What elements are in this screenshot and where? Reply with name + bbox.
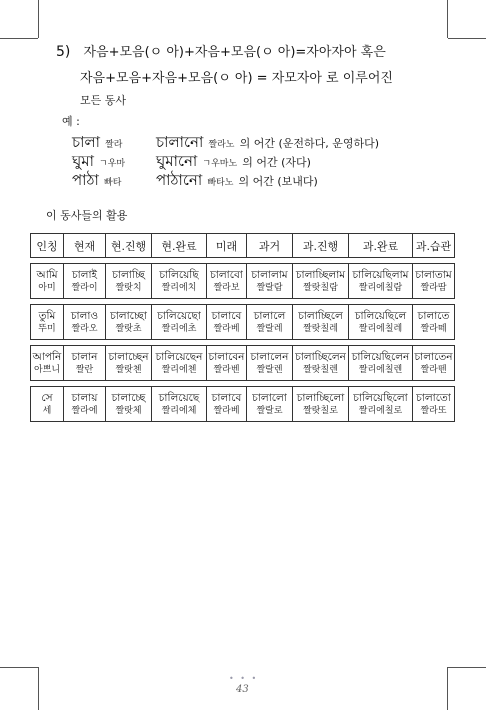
cell-bengali: চালিয়েছি: [159, 268, 199, 281]
table-header-row: [31, 234, 455, 258]
cell-pron: 짤라에: [71, 405, 98, 416]
table-cell: [413, 264, 455, 299]
cell-pron: 짤라떼: [420, 323, 447, 334]
cell-bengali: আমি: [36, 268, 58, 281]
cell-bengali: চালিয়েছিলো: [353, 391, 408, 404]
cell-bengali: চালিয়েছিলাম: [352, 268, 409, 281]
cell-pron: 짤라뗀: [420, 364, 447, 375]
table-cell: [247, 264, 293, 299]
table-header-cell: 현.완료: [152, 234, 207, 258]
cell-bengali: চালান: [71, 350, 98, 363]
table-cell: [293, 305, 349, 340]
rule-formula-1: 자음+모음(ㅇ 아)+자음+모음(ㅇ 아)=자아자아 혹은: [83, 45, 386, 60]
table-header-cell: 과.완료: [349, 234, 413, 258]
cell-bengali: চালিয়েছেন: [155, 350, 203, 363]
cell-bengali: সে: [41, 391, 53, 404]
crop-mark-top-right-horizontal: [448, 38, 486, 39]
cell-pron: 뚜미: [38, 323, 56, 334]
table-cell: [413, 387, 455, 422]
table-row: [31, 387, 455, 422]
cell-pron: 짤라베: [213, 405, 240, 416]
table-cell: [152, 305, 207, 340]
page-number: 43: [236, 684, 249, 695]
cell-bengali: চালায়: [71, 391, 98, 404]
table-header-cell: 과.습관: [413, 234, 455, 258]
cell-pron: 짤랏칠렌: [303, 364, 338, 375]
cell-pron: 짤랏칠레: [303, 323, 338, 334]
cell-pron: 아미: [38, 282, 56, 293]
cell-bengali: চালাচ্ছো: [110, 309, 147, 322]
table-cell: [207, 264, 247, 299]
cell-pron: 짤랄람: [256, 282, 283, 293]
example-stem-pron: 짤라노: [208, 140, 235, 150]
cell-bengali: তুমি: [38, 309, 56, 322]
table-cell: [207, 305, 247, 340]
cell-pron: 짤란: [75, 364, 94, 375]
cell-pron: 짤라이: [71, 282, 98, 293]
example-stem-row: [156, 169, 318, 194]
cell-pron: 짤리에치: [161, 282, 197, 293]
cell-bengali: চালালাম: [251, 268, 288, 281]
example-verb-pron: ㄱ우마: [99, 159, 126, 169]
cell-pron: 짤리에초: [161, 323, 197, 334]
crop-mark-top-left-horizontal: [0, 38, 38, 39]
example-meaning: 의 어간 (자다): [242, 156, 311, 169]
example-stem-pron: ㄱ우마노: [202, 159, 238, 169]
cell-pron: 짤랄렌: [256, 364, 283, 375]
cell-bengali: চালিয়েছে: [158, 391, 200, 404]
cell-pron: 짤라베: [213, 323, 240, 334]
footer-dots: • • •: [229, 674, 259, 683]
example-row: [72, 169, 121, 194]
table-row: [31, 305, 455, 340]
cell-pron: 짤랏체: [115, 405, 142, 416]
cell-bengali: চালাচ্ছেন: [108, 350, 149, 363]
table-header-cell: 미래: [207, 234, 247, 258]
cell-bengali: চালাও: [70, 309, 99, 322]
table-cell: [106, 264, 152, 299]
cell-bengali: চালাচ্ছি: [112, 268, 145, 281]
cell-bengali: চালাই: [71, 268, 98, 281]
example-verb-bengali: ঘুমা: [72, 152, 94, 170]
cell-pron: 짤라보: [213, 282, 240, 293]
example-meaning: 의 어간 (운전하다, 운영하다): [239, 137, 380, 150]
example-meaning: 의 어간 (보내다): [238, 175, 318, 188]
crop-mark-bottom-left-vertical: [38, 667, 39, 710]
table-cell: [293, 264, 349, 299]
cell-pron: 짤랏칠로: [303, 405, 338, 416]
table-cell: [31, 264, 64, 299]
cell-bengali: চালালেন: [250, 350, 289, 363]
example-verb-pron: 짤라: [105, 140, 123, 150]
cell-bengali: চালাতেন: [414, 350, 453, 363]
cell-bengali: আপনি: [32, 350, 62, 363]
cell-pron: 짤랄로: [256, 405, 283, 416]
table-cell: [31, 387, 64, 422]
cell-pron: 짤라또: [420, 405, 447, 416]
cell-bengali: চালিয়েছো: [157, 309, 201, 322]
table-cell: [349, 264, 413, 299]
table-cell: [106, 346, 152, 381]
table-cell: [413, 346, 455, 381]
rule-line-1: [56, 41, 386, 60]
table-header-cell: 과.진행: [293, 234, 349, 258]
cell-pron: 짤리에칠레: [358, 323, 403, 334]
table-cell: [106, 387, 152, 422]
cell-pron: 아쁘니: [33, 364, 61, 375]
table-cell: [31, 305, 64, 340]
table-cell: [247, 346, 293, 381]
table-cell: [207, 387, 247, 422]
cell-bengali: চালাবে: [211, 309, 242, 322]
cell-pron: 짤라벤: [213, 364, 240, 375]
rule-number: 5): [56, 44, 71, 60]
cell-pron: 짤리에칠람: [358, 282, 403, 293]
cell-pron: 짤랏칠람: [303, 282, 338, 293]
cell-pron: 짤랏치: [115, 282, 142, 293]
table-cell: [152, 264, 207, 299]
table-cell: [413, 305, 455, 340]
cell-bengali: চালাতো: [416, 391, 451, 404]
table-header-cell: 현재: [64, 234, 106, 258]
table-cell: [64, 346, 106, 381]
cell-bengali: চালাবেন: [208, 350, 245, 363]
table-cell: [64, 387, 106, 422]
table-cell: [349, 346, 413, 381]
table-header-cell: 현.진행: [106, 234, 152, 258]
example-stem-pron: 빠타노: [207, 178, 234, 188]
table-cell: [64, 264, 106, 299]
cell-pron: 짤랏초: [115, 323, 142, 334]
cell-bengali: চালাতাম: [415, 268, 452, 281]
examples-label: 예 :: [62, 115, 80, 128]
cell-bengali: চালিয়েছিলেন: [351, 350, 410, 363]
cell-bengali: চালাচ্ছিলে: [298, 309, 343, 322]
conjugation-table: [30, 233, 455, 422]
crop-mark-bottom-right-horizontal: [448, 667, 486, 668]
cell-bengali: চালাবে: [211, 391, 242, 404]
table-cell: [247, 387, 293, 422]
cell-bengali: চালাচ্ছিলেন: [295, 350, 346, 363]
crop-mark-bottom-right-vertical: [447, 667, 448, 710]
cell-pron: 짤랄레: [256, 323, 283, 334]
crop-mark-bottom-left-horizontal: [0, 667, 38, 668]
table-cell: [31, 346, 64, 381]
cell-bengali: চালালো: [252, 391, 287, 404]
table-cell: [293, 387, 349, 422]
rule-scope: 모든 동사: [80, 94, 127, 107]
table-row: [31, 346, 455, 381]
cell-pron: 짤리에칠로: [358, 405, 403, 416]
cell-pron: 짤라오: [71, 323, 98, 334]
cell-pron: 짤랏첸: [115, 364, 142, 375]
example-stem-bengali: পাঠানো: [156, 171, 203, 189]
example-stem-bengali: চালানো: [156, 133, 204, 151]
cell-pron: 세: [42, 405, 52, 416]
example-verb-bengali: পাঠা: [72, 171, 99, 189]
table-row: [31, 264, 455, 299]
example-verb-bengali: চালা: [72, 133, 100, 151]
table-header-cell: 과거: [247, 234, 293, 258]
crop-mark-top-right-vertical: [447, 0, 448, 38]
table-cell: [152, 346, 207, 381]
rule-formula-2: 자음+모음+자음+모음(ㅇ 아) = 자모자아 로 이루어진: [80, 71, 393, 86]
cell-pron: 짤리에첸: [161, 364, 197, 375]
cell-pron: 짤리에칠렌: [358, 364, 403, 375]
table-cell: [293, 346, 349, 381]
cell-pron: 짤리에체: [161, 405, 197, 416]
example-verb-pron: 빠타: [104, 178, 122, 188]
table-cell: [106, 305, 152, 340]
cell-bengali: চালাবো: [210, 268, 243, 281]
section-title: 이 동사들의 활용: [46, 209, 128, 222]
cell-bengali: চালাচ্ছিলাম: [295, 268, 346, 281]
table-cell: [349, 387, 413, 422]
table-cell: [349, 305, 413, 340]
table-header-cell: 인칭: [31, 234, 64, 258]
table-cell: [207, 346, 247, 381]
table-cell: [152, 387, 207, 422]
cell-bengali: চালাচ্ছিলো: [296, 391, 345, 404]
cell-pron: 짤라땀: [420, 282, 447, 293]
table-cell: [64, 305, 106, 340]
cell-bengali: চালিয়েছিলে: [354, 309, 407, 322]
table-cell: [247, 305, 293, 340]
cell-bengali: চালালে: [253, 309, 286, 322]
cell-bengali: চালাতে: [417, 309, 450, 322]
cell-bengali: চালাচ্ছে: [111, 391, 146, 404]
crop-mark-top-left-vertical: [38, 0, 39, 38]
example-stem-bengali: ঘুমানো: [156, 152, 198, 170]
